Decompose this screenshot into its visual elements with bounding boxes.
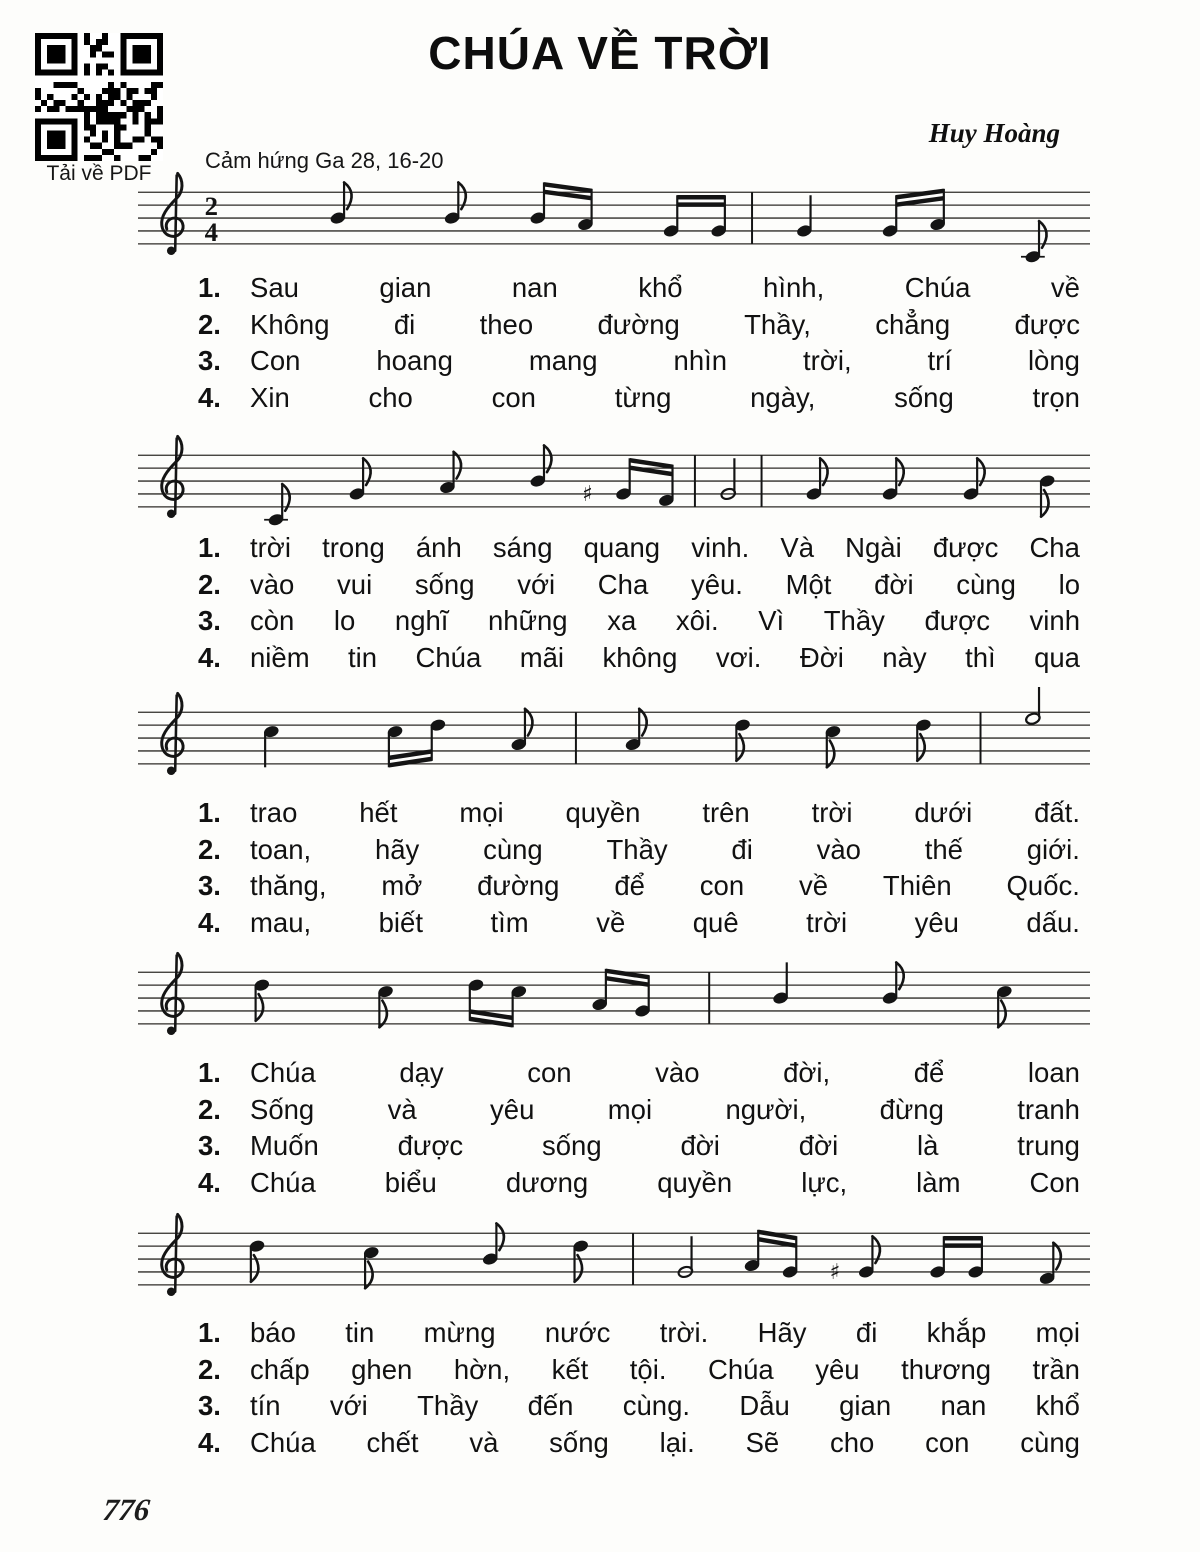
lyric-word: trao xyxy=(250,797,298,828)
note xyxy=(263,725,279,767)
lyric-word: được xyxy=(924,605,990,636)
lyric-word: nước xyxy=(544,1317,611,1348)
note xyxy=(592,969,651,1018)
lyric-word: đời, xyxy=(783,1057,831,1088)
lyric-word: quyền xyxy=(657,1166,733,1198)
note xyxy=(573,1239,589,1281)
lyric-word: cùng xyxy=(483,833,543,865)
staff-4 xyxy=(138,947,1090,1062)
staff-3 xyxy=(138,687,1090,802)
lyric-words xyxy=(250,868,1080,905)
lyric-word: Con xyxy=(1029,1166,1080,1198)
lyric-word: Xin xyxy=(250,381,290,413)
lyric-word: vui xyxy=(337,568,373,600)
lyric-word: yêu xyxy=(914,906,959,938)
lyric-word: sống xyxy=(894,381,954,413)
lyric-word: báo xyxy=(250,1317,296,1348)
verse-block-3 xyxy=(188,795,1080,941)
lyric-word: mau, xyxy=(250,906,312,938)
lyric-word: biểu xyxy=(384,1166,437,1198)
lyric-word: Sẽ xyxy=(745,1426,780,1458)
verse-line xyxy=(188,1352,1080,1389)
note xyxy=(734,718,750,760)
verse-number: 1. xyxy=(198,272,221,303)
lyric-word: Chúa xyxy=(707,1353,774,1385)
lyric-word: tín xyxy=(250,1390,281,1421)
lyric-words xyxy=(250,1425,1080,1462)
lyric-word: con xyxy=(527,1057,572,1088)
lyric-word: đường xyxy=(597,308,680,340)
verse-line xyxy=(188,795,1080,832)
lyric-word: hãy xyxy=(374,833,420,865)
lyric-words xyxy=(250,343,1080,380)
lyric-word: Chúa xyxy=(904,272,971,303)
lyric-word: trời xyxy=(250,532,291,563)
svg-text:♯: ♯ xyxy=(582,481,593,507)
lyric-word: về xyxy=(798,870,829,901)
sharp-accidental xyxy=(830,1260,841,1285)
lyric-words xyxy=(250,567,1080,604)
lyric-word: Hãy xyxy=(757,1317,807,1348)
verse-number: 2. xyxy=(198,1093,221,1125)
verse-line xyxy=(188,1055,1080,1092)
lyric-word: con xyxy=(491,381,536,413)
verse-line xyxy=(188,1388,1080,1425)
lyric-word: quang xyxy=(583,532,661,563)
lyric-words xyxy=(250,1165,1080,1202)
lyric-words xyxy=(250,640,1080,677)
lyric-words xyxy=(250,1388,1080,1425)
lyric-word: trời xyxy=(806,906,848,938)
lyric-word: chấp xyxy=(250,1353,310,1385)
lyric-word: Thiên xyxy=(882,870,952,901)
verse-number: 1. xyxy=(198,532,221,563)
lyric-word: sống xyxy=(541,1130,602,1161)
verse-number: 3. xyxy=(198,605,221,636)
note xyxy=(468,978,527,1027)
lyric-word: Không xyxy=(250,308,330,340)
lyric-word: và xyxy=(387,1093,417,1125)
note xyxy=(1021,221,1047,263)
staff-2 xyxy=(138,430,1090,545)
treble-clef-icon xyxy=(162,436,183,518)
verse-line xyxy=(188,640,1080,677)
lyric-word: với xyxy=(517,568,556,600)
lyric-word: hết xyxy=(359,797,398,828)
verse-line xyxy=(188,307,1080,344)
verse-line xyxy=(188,1425,1080,1462)
lyric-word: yêu xyxy=(815,1353,860,1385)
verse-number: 4. xyxy=(198,381,221,413)
lyric-word: chẳng xyxy=(875,308,951,340)
verse-number: 1. xyxy=(198,1317,221,1348)
lyric-word: Cha xyxy=(597,568,649,600)
staff-5 xyxy=(138,1208,1090,1323)
lyric-word: Sống xyxy=(250,1093,315,1125)
lyric-word: Thầy xyxy=(823,605,885,636)
lyric-word: ánh xyxy=(415,532,462,563)
lyric-word: Quốc. xyxy=(1006,870,1080,901)
note xyxy=(1039,1243,1061,1285)
svg-text:4: 4 xyxy=(204,216,219,247)
svg-text:2: 2 xyxy=(204,191,219,222)
lyric-word: vinh. xyxy=(691,532,750,563)
lyric-word: Và xyxy=(780,532,815,563)
note xyxy=(264,484,290,526)
treble-clef-icon xyxy=(162,1214,183,1296)
lyric-word: trung xyxy=(1017,1130,1080,1161)
lyric-word: còn xyxy=(250,605,295,636)
lyric-word: Chúa xyxy=(250,1057,316,1088)
lyric-word: Muốn xyxy=(250,1130,319,1161)
page-title: CHÚA VỀ TRỜI xyxy=(428,27,772,79)
note xyxy=(796,195,812,237)
lyric-word: với xyxy=(329,1390,368,1421)
lyric-word: người, xyxy=(725,1093,807,1125)
composer-name: Huy Hoàng xyxy=(928,118,1060,148)
verse-number: 2. xyxy=(198,568,221,600)
lyric-word: cùng. xyxy=(622,1390,691,1421)
lyric-word: Đời xyxy=(799,641,844,673)
verse-number: 4. xyxy=(198,1166,221,1198)
note xyxy=(511,709,533,751)
verse-number: 3. xyxy=(198,1390,221,1421)
staff-svg xyxy=(138,1208,1090,1323)
lyric-word: dương xyxy=(505,1166,589,1198)
lyric-word: xôi. xyxy=(675,605,719,636)
lyric-word: mọi xyxy=(459,797,504,828)
lyric-word: đất. xyxy=(1034,797,1080,828)
verse-number: 4. xyxy=(198,641,221,673)
lyric-word: hoang xyxy=(376,345,453,376)
lyric-word: thăng, xyxy=(250,870,327,901)
verse-line xyxy=(188,603,1080,640)
note xyxy=(1039,474,1055,516)
lyric-word: và xyxy=(469,1426,499,1458)
svg-text:♯: ♯ xyxy=(829,1259,841,1285)
lyric-word: trời xyxy=(811,797,853,828)
verse-number: 4. xyxy=(198,1426,221,1458)
verse-block-1 xyxy=(188,270,1080,416)
lyric-word: vào xyxy=(655,1057,700,1088)
lyric-word: dạy xyxy=(399,1057,444,1088)
lyric-word: đi xyxy=(855,1317,878,1348)
lyric-word: kết xyxy=(551,1353,589,1385)
note xyxy=(439,452,461,494)
lyric-word: để xyxy=(913,1057,945,1088)
staff-svg xyxy=(138,947,1090,1062)
lyric-word: đời xyxy=(798,1130,839,1161)
lyric-word: yêu xyxy=(490,1093,535,1125)
treble-clef-icon xyxy=(162,953,183,1035)
verse-line xyxy=(188,905,1080,942)
lyric-word: đi xyxy=(731,833,753,865)
lyric-words xyxy=(250,603,1080,640)
lyric-word: sáng xyxy=(492,532,553,563)
lyric-word: lo xyxy=(1058,568,1080,600)
lyric-word: tìm xyxy=(490,906,529,938)
lyric-word: lực, xyxy=(801,1166,848,1198)
note xyxy=(254,978,270,1020)
lyric-word: qua xyxy=(1034,641,1080,673)
lyric-words xyxy=(250,1092,1080,1129)
lyric-word: mọi xyxy=(1035,1317,1080,1348)
note xyxy=(377,985,393,1027)
verse-line xyxy=(188,832,1080,869)
time-signature xyxy=(205,191,218,247)
lyric-word: mang xyxy=(528,345,598,376)
note xyxy=(915,718,931,760)
note xyxy=(249,1239,265,1281)
lyric-word: quyền xyxy=(565,797,641,828)
lyric-word: dưới xyxy=(914,797,973,828)
lyric-word: xa xyxy=(607,605,637,636)
note xyxy=(1025,687,1041,725)
lyric-word: cho xyxy=(830,1426,875,1458)
note xyxy=(363,1246,379,1288)
lyric-word: mọi xyxy=(607,1093,653,1125)
verse-number: 1. xyxy=(198,1057,221,1088)
lyric-words xyxy=(250,905,1080,942)
verse-line xyxy=(188,1128,1080,1165)
lyric-word: tin xyxy=(345,1317,375,1348)
lyric-word: Chúa xyxy=(250,1426,316,1458)
lyric-word: trần xyxy=(1032,1353,1080,1385)
lyric-word: đời xyxy=(874,568,914,600)
staff-svg xyxy=(138,167,1090,282)
lyric-word: này xyxy=(882,641,927,673)
lyric-word: mở xyxy=(381,870,423,901)
verse-line xyxy=(188,1165,1080,1202)
verse-block-4 xyxy=(188,1055,1080,1201)
lyric-word: về xyxy=(1050,272,1080,303)
lyric-word: từng xyxy=(614,381,672,413)
lyric-word: Chúa xyxy=(250,1166,316,1198)
lyric-word: theo xyxy=(479,308,534,340)
note xyxy=(996,985,1012,1027)
lyric-word: Sau xyxy=(250,272,299,303)
lyric-word: được xyxy=(1014,308,1080,340)
lyric-word: nghĩ xyxy=(394,605,449,636)
verse-number: 2. xyxy=(198,308,221,340)
lyric-word: vơi. xyxy=(715,641,762,673)
lyric-word: mãi xyxy=(519,641,565,673)
lyric-word: con xyxy=(699,870,745,901)
lyric-words xyxy=(250,795,1080,832)
lyric-word: đời xyxy=(680,1130,720,1161)
lyric-word: làm xyxy=(916,1166,961,1198)
lyric-word: Ngài xyxy=(845,532,902,563)
lyric-word: gian xyxy=(379,272,432,303)
lyric-word: lại. xyxy=(659,1426,695,1458)
lyric-word: Vì xyxy=(758,605,785,636)
lyric-word: là xyxy=(917,1130,939,1161)
verse-number: 3. xyxy=(198,1130,221,1161)
verse-line xyxy=(188,567,1080,604)
lyric-word: cùng xyxy=(1020,1426,1080,1458)
verse-line xyxy=(188,380,1080,417)
treble-clef-icon xyxy=(162,693,183,775)
lyric-word: loan xyxy=(1027,1057,1080,1088)
lyric-word: thương xyxy=(901,1353,992,1385)
lyric-words xyxy=(250,832,1080,869)
lyric-word: Dẫu xyxy=(739,1390,790,1421)
lyric-word: lo xyxy=(333,605,356,636)
lyric-word: trí xyxy=(927,345,952,376)
lyric-word: quê xyxy=(692,906,739,938)
lyric-word: niềm xyxy=(250,641,310,673)
lyric-word: sống xyxy=(414,568,475,600)
lyric-word: hình, xyxy=(763,272,825,303)
lyric-word: dấu. xyxy=(1026,906,1080,938)
lyric-word: trong xyxy=(322,532,385,563)
lyric-words xyxy=(250,530,1080,567)
lyric-word: gian xyxy=(839,1390,892,1421)
verse-number: 3. xyxy=(198,345,221,376)
verse-line xyxy=(188,343,1080,380)
verse-line xyxy=(188,1092,1080,1129)
lyric-word: đi xyxy=(393,308,416,340)
inspiration-note: Cảm hứng Ga 28, 16-20 xyxy=(205,148,444,173)
lyric-word: để xyxy=(614,870,645,901)
staff-svg xyxy=(138,430,1090,545)
lyric-word: vào xyxy=(250,568,295,600)
lyric-word: Cha xyxy=(1029,532,1080,563)
lyric-word: Thầy, xyxy=(744,308,811,340)
lyric-word: tin xyxy=(348,641,378,673)
lyric-word: khổ xyxy=(1035,1390,1080,1421)
lyric-words xyxy=(250,307,1080,344)
lyric-word: nan xyxy=(940,1390,987,1421)
lyric-word: không xyxy=(602,641,678,673)
note xyxy=(530,182,594,231)
lyric-word: tội. xyxy=(629,1353,667,1385)
lyric-word: cùng xyxy=(956,568,1016,600)
note xyxy=(744,1230,798,1279)
lyric-word: hờn, xyxy=(453,1353,511,1385)
sharp-accidental xyxy=(582,482,593,507)
lyric-word: những xyxy=(488,605,568,636)
lyric-word: nan xyxy=(511,272,558,303)
lyric-word: Thầy xyxy=(417,1390,479,1421)
note xyxy=(882,189,946,238)
note xyxy=(387,718,446,767)
lyric-word: thế xyxy=(924,833,963,865)
lyric-word: khắp xyxy=(926,1317,987,1348)
verse-number: 2. xyxy=(198,1353,221,1385)
note xyxy=(625,709,647,751)
verse-number: 4. xyxy=(198,906,221,938)
lyric-word: được xyxy=(932,532,999,563)
lyric-word: khổ xyxy=(638,272,683,303)
staff-svg xyxy=(138,687,1090,802)
lyric-words xyxy=(250,1128,1080,1165)
lyric-word: đến xyxy=(527,1390,574,1421)
lyric-word: được xyxy=(397,1130,464,1161)
verse-line xyxy=(188,270,1080,307)
lyric-words xyxy=(250,270,1080,307)
lyric-word: về xyxy=(596,906,626,938)
staff-1 xyxy=(138,167,1090,282)
note xyxy=(773,962,789,1004)
lyric-word: giới. xyxy=(1026,833,1080,865)
verse-line xyxy=(188,530,1080,567)
verse-block-5 xyxy=(188,1315,1080,1461)
lyric-word: tranh xyxy=(1017,1093,1080,1125)
verse-number: 2. xyxy=(198,833,221,865)
lyric-word: Thầy xyxy=(606,833,668,865)
lyric-word: vinh xyxy=(1029,605,1080,636)
lyric-word: lòng xyxy=(1027,345,1080,376)
lyric-word: Một xyxy=(785,568,832,600)
lyric-word: cho xyxy=(368,381,413,413)
lyric-word: mừng xyxy=(423,1317,496,1348)
verse-line xyxy=(188,1315,1080,1352)
lyric-word: chết xyxy=(366,1426,419,1458)
lyric-word: nhìn xyxy=(673,345,728,376)
note xyxy=(615,458,674,507)
lyric-word: Con xyxy=(250,345,301,376)
verse-line xyxy=(188,868,1080,905)
lyric-word: sống xyxy=(549,1426,609,1458)
verse-number: 3. xyxy=(198,870,221,901)
lyric-word: thì xyxy=(965,641,996,673)
lyric-word: biết xyxy=(378,906,423,938)
lyric-word: vào xyxy=(816,833,861,865)
lyric-words xyxy=(250,380,1080,417)
lyric-word: ngày, xyxy=(750,381,816,413)
verse-block-2 xyxy=(188,530,1080,676)
lyric-word: trên xyxy=(702,797,750,828)
lyric-word: Chúa xyxy=(415,641,482,673)
lyric-word: toan, xyxy=(250,833,312,865)
lyric-word: yêu. xyxy=(690,568,743,600)
lyric-word: con xyxy=(925,1426,970,1458)
lyric-word: ghen xyxy=(351,1353,413,1385)
lyric-words xyxy=(250,1352,1080,1389)
lyric-word: đừng xyxy=(879,1093,944,1125)
verse-number: 1. xyxy=(198,797,221,828)
lyric-words xyxy=(250,1315,1080,1352)
page-number: 776 xyxy=(101,1492,152,1527)
note xyxy=(825,725,841,767)
lyric-word: trọn xyxy=(1032,381,1080,413)
lyric-word: trời, xyxy=(803,345,852,376)
treble-clef-icon xyxy=(162,173,183,255)
lyric-word: trời. xyxy=(659,1317,709,1348)
lyric-words xyxy=(250,1055,1080,1092)
qr-caption[interactable]: Tải về PDF xyxy=(46,162,152,185)
lyric-word: đường xyxy=(477,870,560,901)
